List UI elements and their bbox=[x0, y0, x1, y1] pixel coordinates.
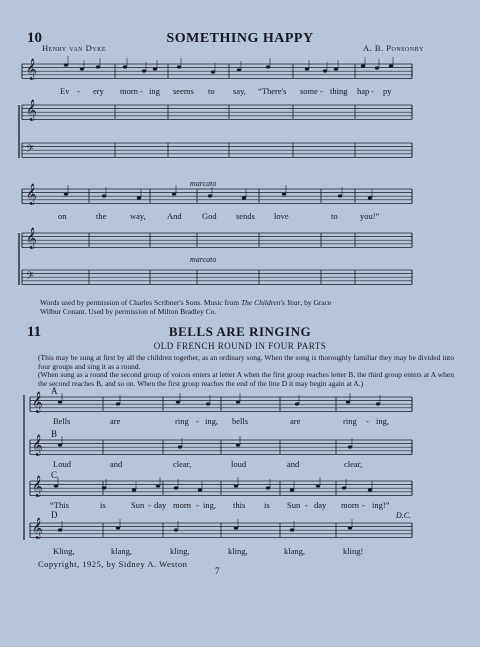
lyric-word: - bbox=[371, 86, 374, 96]
book-title: The Children's Year bbox=[240, 298, 301, 307]
note-head bbox=[116, 526, 120, 529]
note-head bbox=[208, 194, 212, 197]
lyric-word: - bbox=[77, 86, 80, 96]
lyric-word: morn bbox=[341, 500, 359, 510]
lyric-word: love bbox=[274, 211, 289, 221]
lyric-word: “There's bbox=[258, 86, 287, 96]
lyric-word: ring bbox=[343, 416, 357, 426]
lyric-word: - bbox=[305, 500, 308, 510]
treble-clef-icon: 𝄞 bbox=[32, 518, 43, 539]
treble-clef-icon: 𝄞 bbox=[32, 476, 43, 497]
note-head bbox=[54, 484, 58, 487]
lyric-word: Ev bbox=[60, 86, 70, 96]
lyric-word: “This bbox=[50, 500, 69, 510]
note-head bbox=[142, 69, 146, 72]
note-head bbox=[338, 194, 342, 197]
note-head bbox=[376, 402, 380, 405]
treble-clef-icon: 𝄞 bbox=[32, 435, 43, 456]
lyric-word: Kling, bbox=[53, 546, 75, 556]
note-head bbox=[266, 486, 270, 489]
composer-credit: A. B. Ponsonby bbox=[362, 43, 424, 53]
note-head bbox=[234, 526, 238, 529]
lyric-word: seems bbox=[173, 86, 194, 96]
permission-text: , by Grace bbox=[300, 298, 332, 307]
round-letter-b: B bbox=[51, 429, 58, 439]
note-head bbox=[174, 528, 178, 531]
note-head bbox=[266, 65, 270, 68]
note-head bbox=[132, 488, 136, 491]
lyric-word: - bbox=[366, 416, 369, 426]
round-letter-c: C bbox=[51, 470, 58, 480]
note-head bbox=[172, 192, 176, 195]
poet-credit: Henry van Dyke bbox=[42, 43, 107, 53]
treble-clef-icon: 𝄞 bbox=[26, 100, 37, 121]
note-head bbox=[295, 402, 299, 405]
note-head bbox=[177, 65, 181, 68]
lyric-word: kling! bbox=[343, 546, 364, 556]
lyric-word: Sun bbox=[287, 500, 301, 510]
note-head bbox=[348, 445, 352, 448]
marcato-label: marcato bbox=[190, 255, 217, 264]
note-head bbox=[206, 402, 210, 405]
lyric-word: morn bbox=[120, 86, 138, 96]
note-head bbox=[237, 68, 241, 71]
note-head bbox=[234, 484, 238, 487]
page-number-bottom: 7 bbox=[215, 566, 220, 576]
lyric-word: ing, bbox=[376, 416, 389, 426]
lyric-word: - bbox=[362, 500, 365, 510]
note-head bbox=[102, 194, 106, 197]
instruction-paragraph: (This may be sung at first by all the children together, as an ordinary song. When the song is thoroughly familiar they may be divided into four groups and sing it as a round. bbox=[38, 353, 454, 371]
lyric-word: ing bbox=[149, 86, 160, 96]
song-title: BELLS ARE RINGING bbox=[168, 324, 312, 339]
lyric-word: - bbox=[320, 86, 323, 96]
note-head bbox=[96, 65, 100, 68]
lyric-word: ery bbox=[93, 86, 104, 96]
lyric-word: ing, bbox=[205, 416, 218, 426]
lyrics-line-2 bbox=[0, 211, 480, 223]
lyric-word: kling, bbox=[170, 546, 190, 556]
note-head bbox=[80, 67, 84, 70]
copyright: Copyright, 1925, by Sidney A. Weston bbox=[38, 559, 188, 569]
bass-clef-icon: 𝄢 bbox=[26, 143, 34, 157]
song-title: SOMETHING HAPPY bbox=[166, 31, 314, 46]
lyric-word: klang, bbox=[111, 546, 133, 556]
lyric-word: And bbox=[167, 211, 182, 221]
lyric-word: clear, bbox=[344, 459, 363, 469]
lyrics-b bbox=[0, 459, 480, 471]
round-letter-d: D bbox=[51, 510, 58, 520]
note-head bbox=[58, 528, 62, 531]
note-head bbox=[153, 67, 157, 70]
instructions bbox=[38, 354, 454, 388]
note-head bbox=[342, 486, 346, 489]
note-head bbox=[102, 486, 106, 489]
note-head bbox=[375, 66, 379, 69]
lyric-word: loud bbox=[231, 459, 247, 469]
lyric-word: is bbox=[100, 500, 106, 510]
note-head bbox=[368, 196, 372, 199]
lyric-word: klang, bbox=[284, 546, 306, 556]
page-number: 10 bbox=[27, 30, 42, 46]
lyric-word: Bells bbox=[53, 416, 71, 426]
bass-clef-icon: 𝄢 bbox=[26, 270, 34, 284]
lyric-word: morn bbox=[173, 500, 191, 510]
lyric-word: way, bbox=[130, 211, 146, 221]
note-head bbox=[176, 400, 180, 403]
lyric-word: clear, bbox=[173, 459, 192, 469]
lyric-word: and bbox=[287, 459, 300, 469]
note-head bbox=[116, 402, 120, 405]
treble-clef-icon: 𝄞 bbox=[26, 184, 37, 205]
lyric-word: thing bbox=[330, 86, 348, 96]
note-head bbox=[156, 484, 160, 487]
note-head bbox=[174, 486, 178, 489]
note-head bbox=[290, 528, 294, 531]
permission-note bbox=[40, 298, 460, 316]
lyric-word: the bbox=[96, 211, 107, 221]
note-head bbox=[64, 63, 68, 66]
lyric-word: God bbox=[202, 211, 217, 221]
note-head bbox=[316, 484, 320, 487]
note-head bbox=[348, 526, 352, 529]
instruction-paragraph: (When sung as a round the second group of voices enters at letter A when the first group reaches letter B, the third group enters at A when the second reaches B, and so on. When the first group reaches the end of the line D it may begin again at A.) bbox=[38, 370, 454, 388]
marcato-label: marcato bbox=[190, 179, 217, 188]
lyric-word: some bbox=[300, 86, 318, 96]
note-head bbox=[123, 65, 127, 68]
lyric-word: is bbox=[264, 500, 270, 510]
lyric-word: - bbox=[148, 500, 151, 510]
lyric-word: to bbox=[331, 211, 338, 221]
lyric-word: bells bbox=[232, 416, 249, 426]
note-head bbox=[58, 400, 62, 403]
lyric-word: ing, bbox=[203, 500, 216, 510]
lyric-word: - bbox=[196, 416, 199, 426]
treble-clef-icon: 𝄞 bbox=[26, 228, 37, 249]
permission-text: Wilbur Conant. Used by permission of Milton Bradley Co. bbox=[40, 307, 217, 316]
lyric-word: this bbox=[233, 500, 246, 510]
note-head bbox=[198, 488, 202, 491]
lyrics-line-1 bbox=[0, 86, 480, 98]
lyric-word: - bbox=[140, 86, 143, 96]
note-head bbox=[64, 192, 68, 195]
note-head bbox=[58, 443, 62, 446]
note-head bbox=[282, 192, 286, 195]
lyric-word: and bbox=[110, 459, 123, 469]
note-head bbox=[323, 69, 327, 72]
lyric-word: are bbox=[110, 416, 121, 426]
lyric-word: - bbox=[196, 500, 199, 510]
lyric-word: ing!” bbox=[372, 500, 390, 510]
note-head bbox=[137, 196, 141, 199]
song-number: 11 bbox=[27, 324, 42, 340]
note-head bbox=[211, 70, 215, 73]
treble-clef-icon: 𝄞 bbox=[32, 392, 43, 413]
note-head bbox=[389, 64, 393, 67]
note-head bbox=[361, 64, 365, 67]
permission-text: Words used by permission of Charles Scribner's Sons. Music from bbox=[40, 298, 241, 307]
note-head bbox=[368, 488, 372, 491]
note-head bbox=[242, 196, 246, 199]
lyric-word: day bbox=[314, 500, 327, 510]
note-head bbox=[236, 400, 240, 403]
lyric-word: say, bbox=[233, 86, 246, 96]
lyric-word: hap bbox=[357, 86, 370, 96]
lyric-word: are bbox=[290, 416, 301, 426]
lyric-word: to bbox=[208, 86, 215, 96]
lyric-word: you!” bbox=[360, 211, 380, 221]
lyric-word: Loud bbox=[53, 459, 71, 469]
lyric-word: on bbox=[58, 211, 67, 221]
round-letter-a: A bbox=[51, 386, 58, 396]
lyric-word: py bbox=[383, 86, 392, 96]
note-head bbox=[305, 67, 309, 70]
dc-label: D.C. bbox=[396, 511, 412, 520]
treble-clef-icon: 𝄞 bbox=[26, 59, 37, 80]
lyric-word: day bbox=[154, 500, 167, 510]
lyric-word: sends bbox=[236, 211, 255, 221]
lyric-word: Sun bbox=[131, 500, 145, 510]
lyric-word: kling, bbox=[228, 546, 248, 556]
note-head bbox=[346, 400, 350, 403]
note-head bbox=[178, 445, 182, 448]
note-head bbox=[334, 67, 338, 70]
note-head bbox=[290, 488, 294, 491]
lyrics-a bbox=[0, 416, 480, 428]
lyrics-d bbox=[0, 546, 480, 558]
lyric-word: ring bbox=[175, 416, 189, 426]
song-subtitle: OLD FRENCH ROUND IN FOUR PARTS bbox=[153, 341, 327, 351]
note-head bbox=[236, 443, 240, 446]
